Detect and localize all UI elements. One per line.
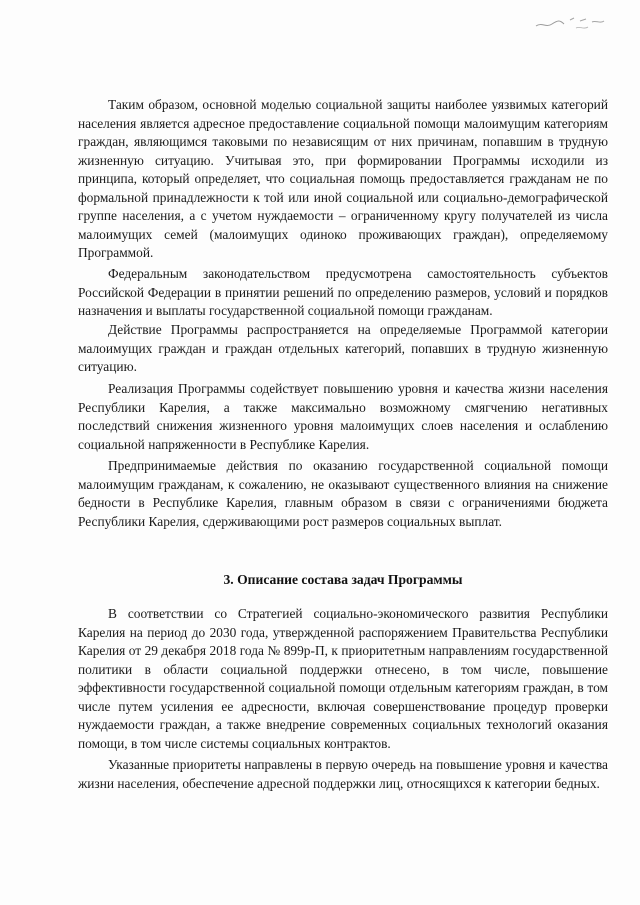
section-paragraph-2 <box>78 756 608 793</box>
paragraph-3-text: Действие Программы распространяется на определяемые Программой категории малоимущих граждан и граждан отдельных категорий, попавших в трудную жизненную ситуацию. <box>78 322 608 374</box>
paragraph-2 <box>78 265 608 321</box>
paragraph-4 <box>78 380 608 454</box>
paragraph-1-text: Таким образом, основной моделью социальной защиты наиболее уязвимых категорий населения является адресное предоставление социальной помощи малоимущим категориям граждан, являющимся таковыми по независящим от них причинам, попавшим в трудную жизненную ситуацию. Учитывая это, при формировании Программы исходили из принципа, который определяет, что социальная помощь предоставляется гражданам не по формальной принадлежности к той или иной социальной или социально-демографической группе населения, а с учетом нуждаемости – ограниченному кругу получателей из числа малоимущих семей (малоимущих одиноко проживающих граждан), определяемому Программой. <box>78 97 608 260</box>
paragraph-5 <box>78 457 608 531</box>
paragraph-4-text: Реализация Программы содействует повышению уровня и качества жизни населения Республики Карелия, а также максимально возможному смягчению негативных последствий снижения жизненного уровня малоимущих слоев населения и ослаблению социальной напряженности в Республике Карелия. <box>78 381 608 452</box>
section-paragraph-2-text: Указанные приоритеты направлены в первую очередь на повышение уровня и качества жизни населения, обеспечение адресной поддержки лиц, относящихся к категории бедных. <box>78 757 608 791</box>
paragraph-3 <box>78 321 608 377</box>
paragraph-5-text: Предпринимаемые действия по оказанию государственной социальной помощи малоимущим гражданам, к сожалению, не оказывают существенного влияния на снижение бедности в Республике Карелия, главным образом в связи с ограничениями бюджета Республики Карелия, сдерживающими рост размеров социальных выплат. <box>78 458 608 529</box>
section-paragraph-1 <box>78 605 608 753</box>
paragraph-1 <box>78 96 608 263</box>
paragraph-2-text: Федеральным законодательством предусмотрена самостоятельность субъектов Российской Федерации в принятии решений по определению размеров, условий и порядков назначения и выплаты государственной социальной помощи гражданам. <box>78 266 608 318</box>
section-heading: 3. Описание состава задач Программы <box>223 572 463 587</box>
section-paragraph-1-text: В соответствии со Стратегией социально-экономического развития Республики Карелия на период до 2030 года, утвержденной распоряжением Правительства Республики Карелия от 29 декабря 2018 года № 899р-П, к приоритетным направлениям государственной политики в области социальной поддержки отнесено, в том числе, повышение эффективности государственной социальной помощи отдельным категориям граждан, в том числе путем усиления ее адресности, включая совершенствование процедур проверки нуждаемости граждан, а также внедрение современных социальных технологий оказания помощи, в том числе системы социальных контрактов. <box>78 606 608 751</box>
handwritten-mark <box>530 12 610 34</box>
